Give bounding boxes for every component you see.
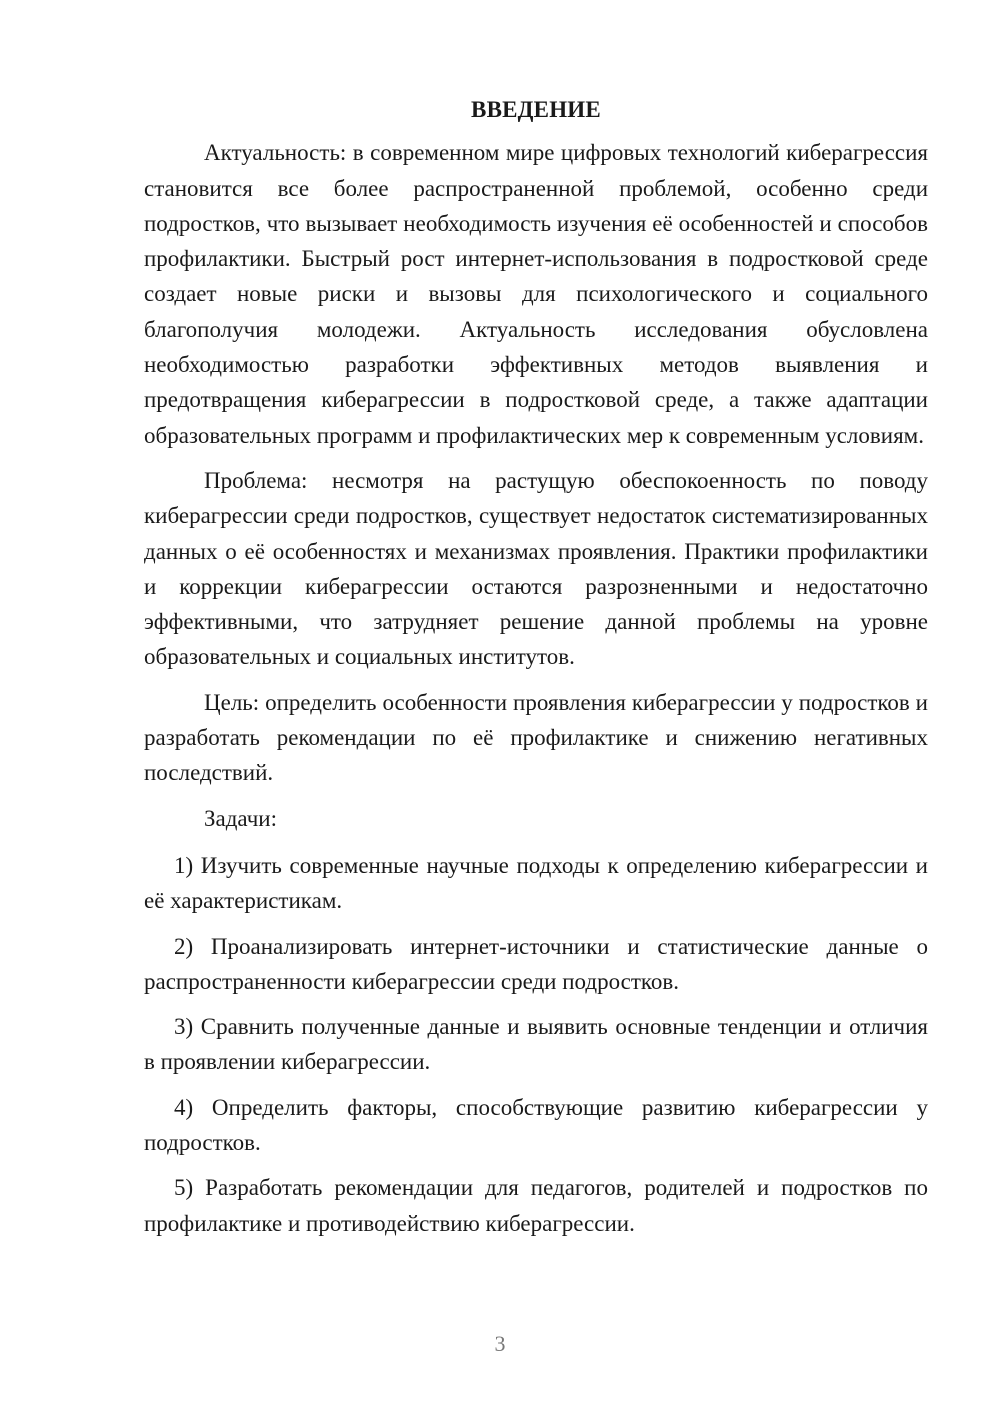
- paragraph-goal: Цель: определить особенности проявления киберагрессии у подростков и разработать рекомендации по её профилактике и снижению негативных последствий.: [144, 689, 928, 786]
- page-content: [144, 92, 928, 1251]
- task-item-2: 2) Проанализировать интернет-источники и статистические данные о распространенности киберагрессии среди подростков.: [144, 933, 928, 994]
- task-item-4: 4) Определить факторы, способствующие развитию киберагрессии у подростков.: [144, 1094, 928, 1156]
- task-item-1: 1) Изучить современные научные подходы к определению киберагрессии и её характеристикам.: [144, 852, 928, 914]
- page-number: 3: [494, 1331, 506, 1356]
- paragraph-problem: Проблема: несмотря на растущую обеспокоенность по поводу киберагрессии среди подростков, существует недостаток систематизированных данных о её особенностях и механизмах проявления. Практики профилактики и коррекции киберагрессии остаются разрозненными и недостаточно эффективными, что затрудняет решение данной проблемы на уровне образовательных и социальных институтов.: [144, 467, 928, 670]
- tasks-heading: Задачи:: [204, 805, 277, 831]
- task-item-3: 3) Сравнить полученные данные и выявить основные тенденции и отличия в проявлении киберагрессии.: [144, 1014, 928, 1075]
- paragraph-relevance: Актуальность: в современном мире цифровых технологий киберагрессия становится все более распространенной проблемой, особенно среди подростков, что вызывает необходимость изучения её особенностей и способов профилактики. Быстрый рост интернет-использования в подростковой среде создает новые риски и вызовы для психологического и социального благополучия молодежи. Актуальность исследования обусловлена необходимостью разработки эффективных методов выявления и предотвращения киберагрессии в подростковой среде, а также адаптации образовательных программ и профилактических мер к современным условиям.: [144, 140, 928, 448]
- task-item-5: 5) Разработать рекомендации для педагогов, родителей и подростков по профилактике и противодействию киберагрессии.: [144, 1175, 928, 1236]
- section-title: ВВЕДЕНИЕ: [471, 97, 601, 122]
